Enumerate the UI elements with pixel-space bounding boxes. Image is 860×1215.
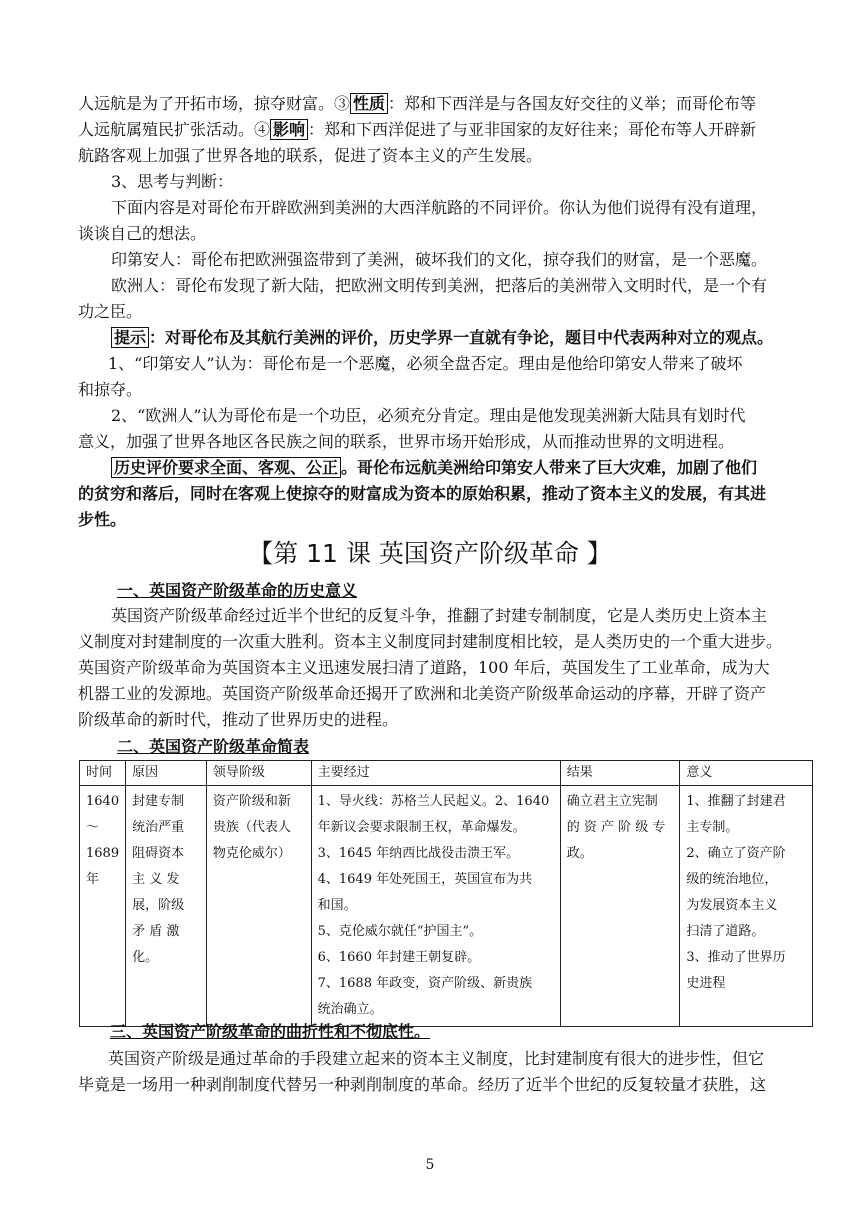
paragraph-line: 阶级革命的新时代，推动了世界历史的进程。: [78, 710, 399, 729]
cell-line: 史进程: [686, 976, 726, 991]
paragraph-line: 谈谈自己的想法。: [78, 224, 207, 243]
cell-line: 2、确立了资产阶: [686, 846, 786, 861]
table-header-row: [80, 761, 813, 786]
cell-line: 1、导火线：苏格兰人民起义。2、1640: [317, 794, 550, 809]
table-header-cell: 主要经过: [311, 761, 560, 786]
paragraph-line: 英国资产阶级是通过革命的手段建立起来的资本主义制度，比封建制度有很大的进步性，但它: [108, 1049, 765, 1068]
cell-line: 确立君主立宪制: [566, 794, 658, 809]
paragraph-line: 意义，加强了世界各地区各民族之间的联系，世界市场开始形成，从而推动世界的文明进程。: [78, 432, 735, 451]
events-cell: [311, 786, 560, 1027]
boxed-term-impact: 影响: [270, 119, 308, 140]
paragraph-line: 英国资产阶级革命为英国资本主义迅速发展扫清了道路，100 年后，英国发生了工业革命，成为大: [78, 658, 770, 677]
paragraph-line: 下面内容是对哥伦布开辟欧洲到美洲的大西洋航路的不同评价。你认为他们说得有没有道理，: [111, 198, 768, 217]
evaluation-line: 的贫穷和落后，同时在客观上使掠夺的财富成为资本的原始积累，推动了资本主义的发展，有其进: [78, 484, 767, 503]
paragraph-line: 航路客观上加强了世界各地的联系，促进了资本主义的产生发展。: [78, 146, 543, 165]
cell-line: 3、1645 年纳西比战役击溃王军。: [317, 846, 520, 861]
text-segment: ：郑和下西洋促进了与亚非国家的友好往来；哥伦布等人开辟新: [308, 120, 757, 139]
cell-line: 贵族（代表人: [212, 820, 291, 835]
cell-line: 资产阶级和新: [212, 794, 291, 809]
paragraph-line: 英国资产阶级革命经过近半个世纪的反复斗争，推翻了封建专制制度，它是人类历史上资本主: [111, 606, 768, 625]
cell-line: 扫清了道路。: [686, 924, 765, 939]
paragraph-line: [78, 91, 813, 117]
paragraph-line: 1、“印第安人”认为：哥伦布是一个恶魔，必须全盘否定。理由是他给印第安人带来了破坏: [108, 354, 743, 373]
paragraph-line: 和掠夺。: [78, 380, 143, 399]
paragraph-line: 毕竟是一场用一种剥削制度代替另一种剥削制度的革命。经历了近半个世纪的反复较量才获胜，这: [78, 1075, 767, 1094]
table-header-cell: 意义: [680, 761, 813, 786]
cell-line: 年新议会要求限制王权，革命爆发。: [317, 820, 526, 835]
cell-line: 1689: [86, 846, 120, 861]
cell-line: 3、推动了世界历: [686, 950, 786, 965]
cell-line: 级的统治地位，: [686, 872, 778, 887]
cause-cell: [126, 786, 207, 1027]
paragraph-line: [78, 117, 813, 143]
cell-line: 主 义 发: [132, 872, 180, 887]
cell-line: 4、1649 年处死国王，英国宣布为共: [317, 872, 533, 887]
cell-line: 阻碍资本: [132, 846, 185, 861]
table-header-cell: 领导阶级: [206, 761, 311, 786]
paragraph-line: 义制度对封建制度的一次重大胜利。资本主义制度同封建制度相比较，是人类历史的一个重大进步。: [78, 632, 783, 651]
text-segment: 。哥伦布远航美洲给印第安人带来了巨大灾难，加剧了他们: [341, 458, 758, 477]
paragraph-line: 2、“欧洲人”认为哥伦布是一个功臣，必须充分肯定。理由是他发现美洲新大陆具有划时代: [111, 406, 746, 425]
cell-line: 的 资 产 阶 级 专: [566, 820, 666, 835]
evaluation-boxed-text: 历史评价要求全面、客观、公正: [111, 457, 341, 478]
cell-line: 统治严重: [132, 820, 185, 835]
hint-label: 提示: [111, 327, 149, 348]
table-header-cell: 结果: [560, 761, 680, 786]
cell-line: 展，阶级: [132, 898, 185, 913]
text-segment: 人远航属殖民扩张活动。④: [78, 120, 271, 139]
evaluation-line: 步性。: [78, 510, 127, 529]
cell-line: 6、1660 年封建王朝复辟。: [317, 950, 481, 965]
boxed-term-nature: 性质: [350, 93, 388, 114]
lesson-title: 【第 11 课 英国资产阶级革命 】: [248, 539, 612, 568]
text-segment: 人远航是为了开拓市场，掠夺财富。③: [78, 94, 351, 113]
table-header-cell: 时间: [80, 761, 126, 786]
cell-line: 封建专制: [132, 794, 185, 809]
cell-line: 1640: [86, 794, 120, 809]
cell-line: 矛 盾 激: [132, 924, 180, 939]
table-header-cell: 原因: [126, 761, 207, 786]
paragraph-line: 功之臣。: [78, 302, 143, 321]
cell-line: 1、推翻了封建君: [686, 794, 786, 809]
section-heading: 三、英国资产阶级革命的曲折性和不彻底性。: [110, 1022, 431, 1041]
paragraph-line: 机器工业的发源地。英国资产阶级革命还揭开了欧洲和北美资产阶级革命运动的序幕，开辟了资产: [78, 684, 767, 703]
cell-line: 统治确立。: [317, 1002, 383, 1017]
cell-line: 主专制。: [686, 820, 739, 835]
text-segment: ：郑和下西洋是与各国友好交往的义举；而哥伦布等: [388, 94, 757, 113]
hint-line: [111, 325, 813, 351]
meaning-cell: [680, 786, 813, 1027]
revolution-summary-table: [79, 760, 813, 1027]
time-cell: [80, 786, 126, 1027]
hint-text: ：对哥伦布及其航行美洲的评价，历史学界一直就有争论，题目中代表两种对立的观点。: [149, 328, 774, 347]
cell-line: 物克伦威尔）: [212, 846, 291, 861]
table-row: [80, 786, 813, 1027]
evaluation-line: [111, 455, 813, 481]
cell-line: 7、1688 年政变，资产阶级、新贵族: [317, 976, 533, 991]
paragraph-line: 欧洲人：哥伦布发现了新大陆，把欧洲文明传到美洲，把落后的美洲带入文明时代，是一个有: [111, 276, 768, 295]
section-heading: 二、英国资产阶级革命简表: [117, 737, 310, 756]
cell-line: 5、克伦威尔就任“护国主”。: [317, 924, 483, 939]
question-heading: 3、思考与判断：: [111, 172, 234, 191]
cell-line: 和国。: [317, 898, 357, 913]
cell-line: 化。: [132, 950, 159, 965]
cell-line: ～: [86, 820, 100, 835]
section-heading: 一、英国资产阶级革命的历史意义: [117, 581, 358, 600]
page-number: 5: [425, 1157, 435, 1173]
leader-cell: [206, 786, 311, 1027]
paragraph-line: 印第安人：哥伦布把欧洲强盗带到了美洲，破坏我们的文化，掠夺我们的财富，是一个恶魔。: [111, 250, 768, 269]
cell-line: 政。: [566, 846, 593, 861]
result-cell: [560, 786, 680, 1027]
cell-line: 年: [86, 872, 100, 887]
cell-line: 为发展资本主义: [686, 898, 778, 913]
